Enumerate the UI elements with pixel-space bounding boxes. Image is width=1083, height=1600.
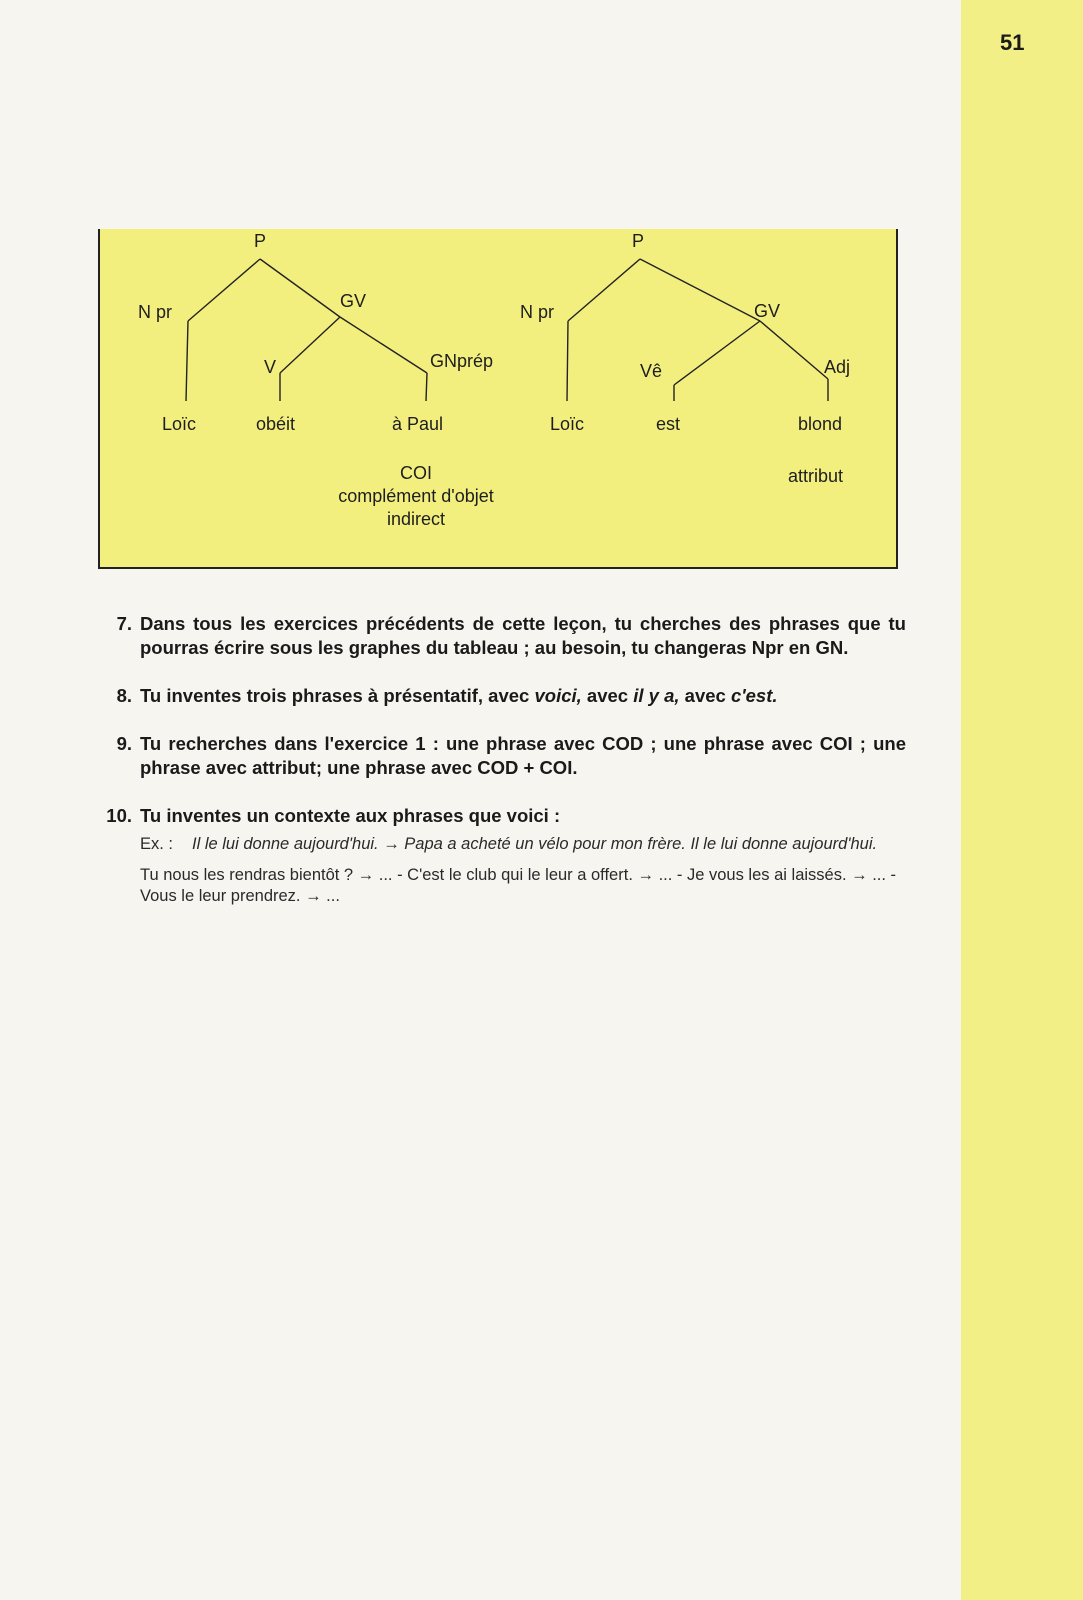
left-function-abbr: COI bbox=[399, 463, 433, 483]
example-text: Il le lui donne aujourd'hui. → Papa a acheté un vélo pour mon frère. Il le lui donne aujourd'hui. bbox=[192, 835, 878, 853]
example-label: Ex. : bbox=[140, 835, 174, 853]
right-subject-node: N pr bbox=[520, 302, 555, 322]
exercise-text-part: avec bbox=[581, 685, 634, 706]
left-verb-node: V bbox=[264, 357, 277, 377]
left-comp-node: GNprép bbox=[430, 351, 494, 371]
left-gv-node: GV bbox=[340, 291, 367, 311]
right-verb-node: Vê bbox=[640, 361, 663, 381]
exercise-text: Dans tous les exercices précédents de cette leçon, tu cherches des phrases que tu pourras écrire sous les graphes du tableau ; au besoin, tu changeras Npr en GN. bbox=[140, 613, 906, 658]
sentences-to-contextualize: Tu nous les rendras bientôt ? → ... - C'est le club qui le leur a offert. → ... - Je vous les ai laissés. → ... - Vous le leur prendrez. → ... bbox=[140, 866, 897, 905]
exercise-list bbox=[96, 612, 906, 917]
exercise-8 bbox=[96, 684, 906, 708]
right-comp-node: Adj bbox=[824, 357, 851, 377]
right-tree-edges bbox=[567, 259, 828, 401]
exercise-number: 8. bbox=[116, 685, 132, 706]
exercise-text-part: Tu inventes trois phrases à présentatif, avec bbox=[140, 685, 535, 706]
exercise-text-italic: c'est. bbox=[730, 685, 778, 706]
right-root-label: P bbox=[632, 231, 645, 251]
right-word-subject: Loïc bbox=[550, 414, 585, 434]
left-function-line2: indirect bbox=[386, 509, 446, 529]
exercise-text-italic: il y a, bbox=[633, 685, 680, 706]
exercise-text: Tu inventes un contexte aux phrases que voici : bbox=[140, 805, 561, 826]
left-subject-node: N pr bbox=[138, 302, 173, 322]
exercise-9 bbox=[96, 732, 906, 780]
left-word-verb: obéit bbox=[256, 414, 296, 434]
left-tree-edges bbox=[186, 259, 427, 401]
syntax-trees bbox=[100, 229, 900, 569]
left-function-line1: complément d'objet bbox=[338, 486, 494, 506]
exercise-number: 10. bbox=[106, 805, 132, 826]
exercise-10-content bbox=[96, 834, 906, 907]
right-word-comp: blond bbox=[798, 414, 843, 434]
left-word-subject: Loïc bbox=[162, 414, 197, 434]
exercise-text: Tu recherches dans l'exercice 1 : une phrase avec COD ; une phrase avec COI ; une phrase avec attribut; une phrase avec COD + COI. bbox=[140, 733, 906, 778]
left-root-label: P bbox=[254, 231, 267, 251]
right-gv-node: GV bbox=[754, 301, 781, 321]
exercise-text-part: avec bbox=[679, 685, 731, 706]
left-word-comp: à Paul bbox=[392, 414, 444, 434]
example-line bbox=[140, 834, 906, 855]
page-number: 51 bbox=[1000, 30, 1025, 55]
exercise-text-italic: voici, bbox=[534, 685, 582, 706]
exercise-number: 7. bbox=[116, 613, 132, 634]
syntax-tree-box bbox=[98, 229, 898, 569]
exercise-10 bbox=[96, 804, 906, 828]
exercise-number: 9. bbox=[116, 733, 132, 754]
right-word-verb: est bbox=[656, 414, 681, 434]
yellow-side-strip bbox=[961, 0, 1083, 1600]
right-function-label: attribut bbox=[788, 466, 844, 486]
exercise-7 bbox=[96, 612, 906, 660]
